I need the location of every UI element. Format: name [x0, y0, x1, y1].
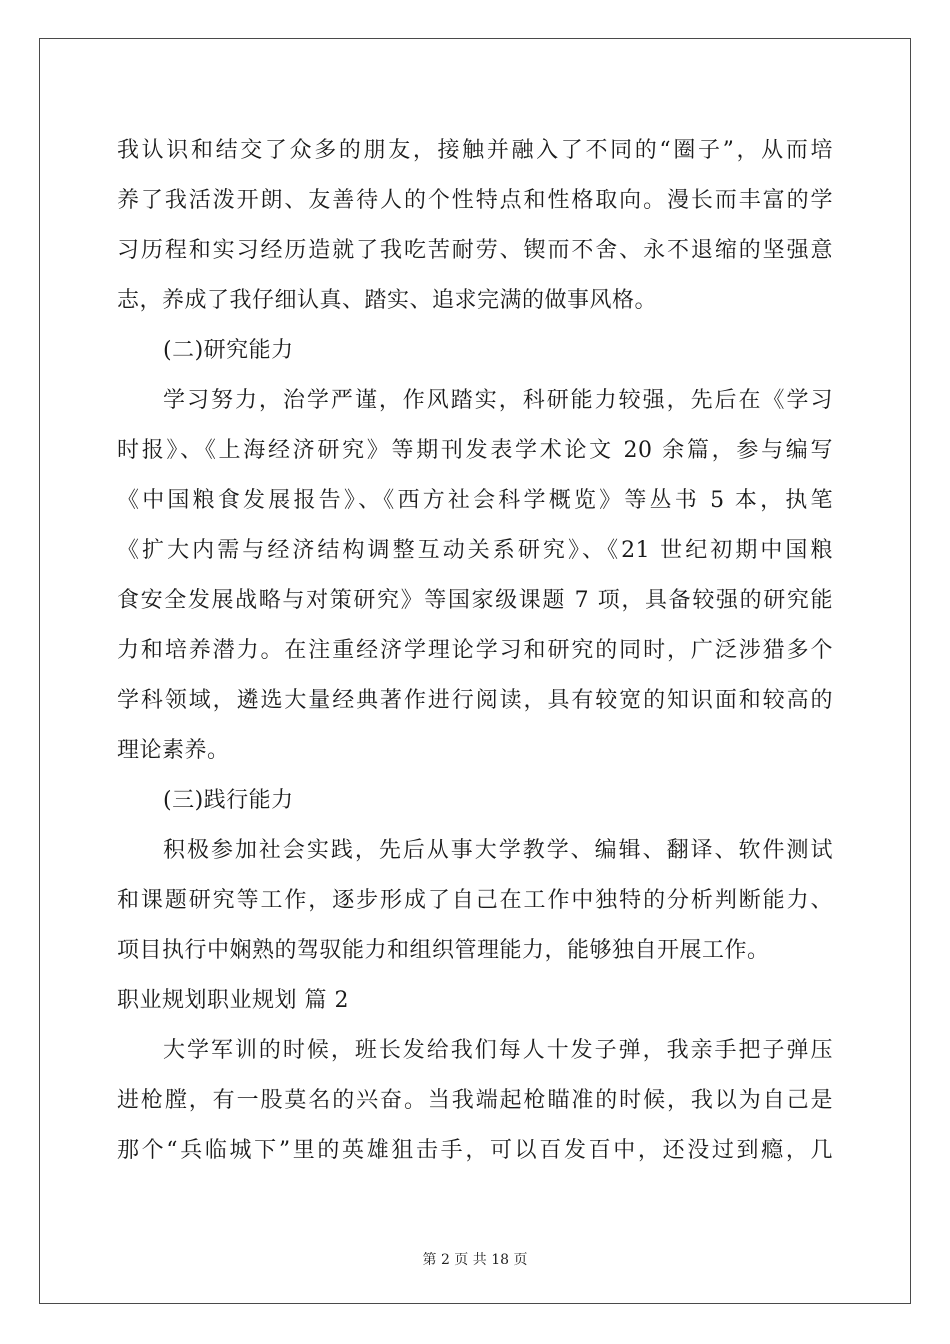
paragraph-line: 那个“兵临城下”里的英雄狙击手，可以百发百中，还没过到瘾，几 — [117, 1138, 833, 1163]
paragraph-line: 项目执行中娴熟的驾驭能力和组织管理能力，能够独自开展工作。 — [117, 938, 770, 963]
page-number-footer: 第 2 页 共 18 页 — [422, 1252, 528, 1268]
paragraph-line: 大学军训的时候，班长发给我们每人十发子弹，我亲手把子弹压 — [163, 1038, 833, 1063]
paragraph-line: 食安全发展战略与对策研究》等国家级课题 7 项，具备较强的研究能 — [117, 588, 833, 613]
paragraph-line: 力和培养潜力。在注重经济学理论学习和研究的同时，广泛涉猎多个 — [117, 638, 833, 663]
paragraph-line: 养了我活泼开朗、友善待人的个性特点和性格取向。漫长而丰富的学 — [117, 188, 833, 213]
document-body — [117, 126, 833, 1176]
paragraph-line: 理论素养。 — [117, 738, 230, 763]
paragraph-line: 志，养成了我仔细认真、踏实、追求完满的做事风格。 — [117, 288, 658, 313]
paragraph-line: 习历程和实习经历造就了我吃苦耐劳、锲而不舍、永不退缩的坚强意 — [117, 238, 833, 263]
paragraph-line: 我认识和结交了众多的朋友，接触并融入了不同的“圈子”，从而培 — [117, 138, 833, 163]
paragraph-line: 积极参加社会实践，先后从事大学教学、编辑、翻译、软件测试 — [163, 838, 833, 863]
subheading-research: (二)研究能力 — [163, 338, 294, 363]
paragraph-line: 《扩大内需与经济结构调整互动关系研究》、《21 世纪初期中国粮 — [117, 538, 833, 563]
paragraph-line: 和课题研究等工作，逐步形成了自己在工作中独特的分析判断能力、 — [117, 888, 833, 913]
paragraph-line: 学习努力，治学严谨，作风踏实，科研能力较强，先后在《学习 — [163, 388, 833, 413]
paragraph-line: 学科领域，遴选大量经典著作进行阅读，具有较宽的知识面和较高的 — [117, 688, 833, 713]
paragraph-line: 进枪膛，有一股莫名的兴奋。当我端起枪瞄准的时候，我以为自己是 — [117, 1088, 833, 1113]
paragraph-line: 《中国粮食发展报告》、《西方社会科学概览》等丛书 5 本，执笔 — [117, 488, 833, 513]
subheading-practice: (三)践行能力 — [163, 788, 294, 813]
paragraph-line: 时报》、《上海经济研究》等期刊发表学术论文 20 余篇，参与编写 — [117, 438, 833, 463]
section-title: 职业规划职业规划 篇 2 — [117, 988, 349, 1013]
